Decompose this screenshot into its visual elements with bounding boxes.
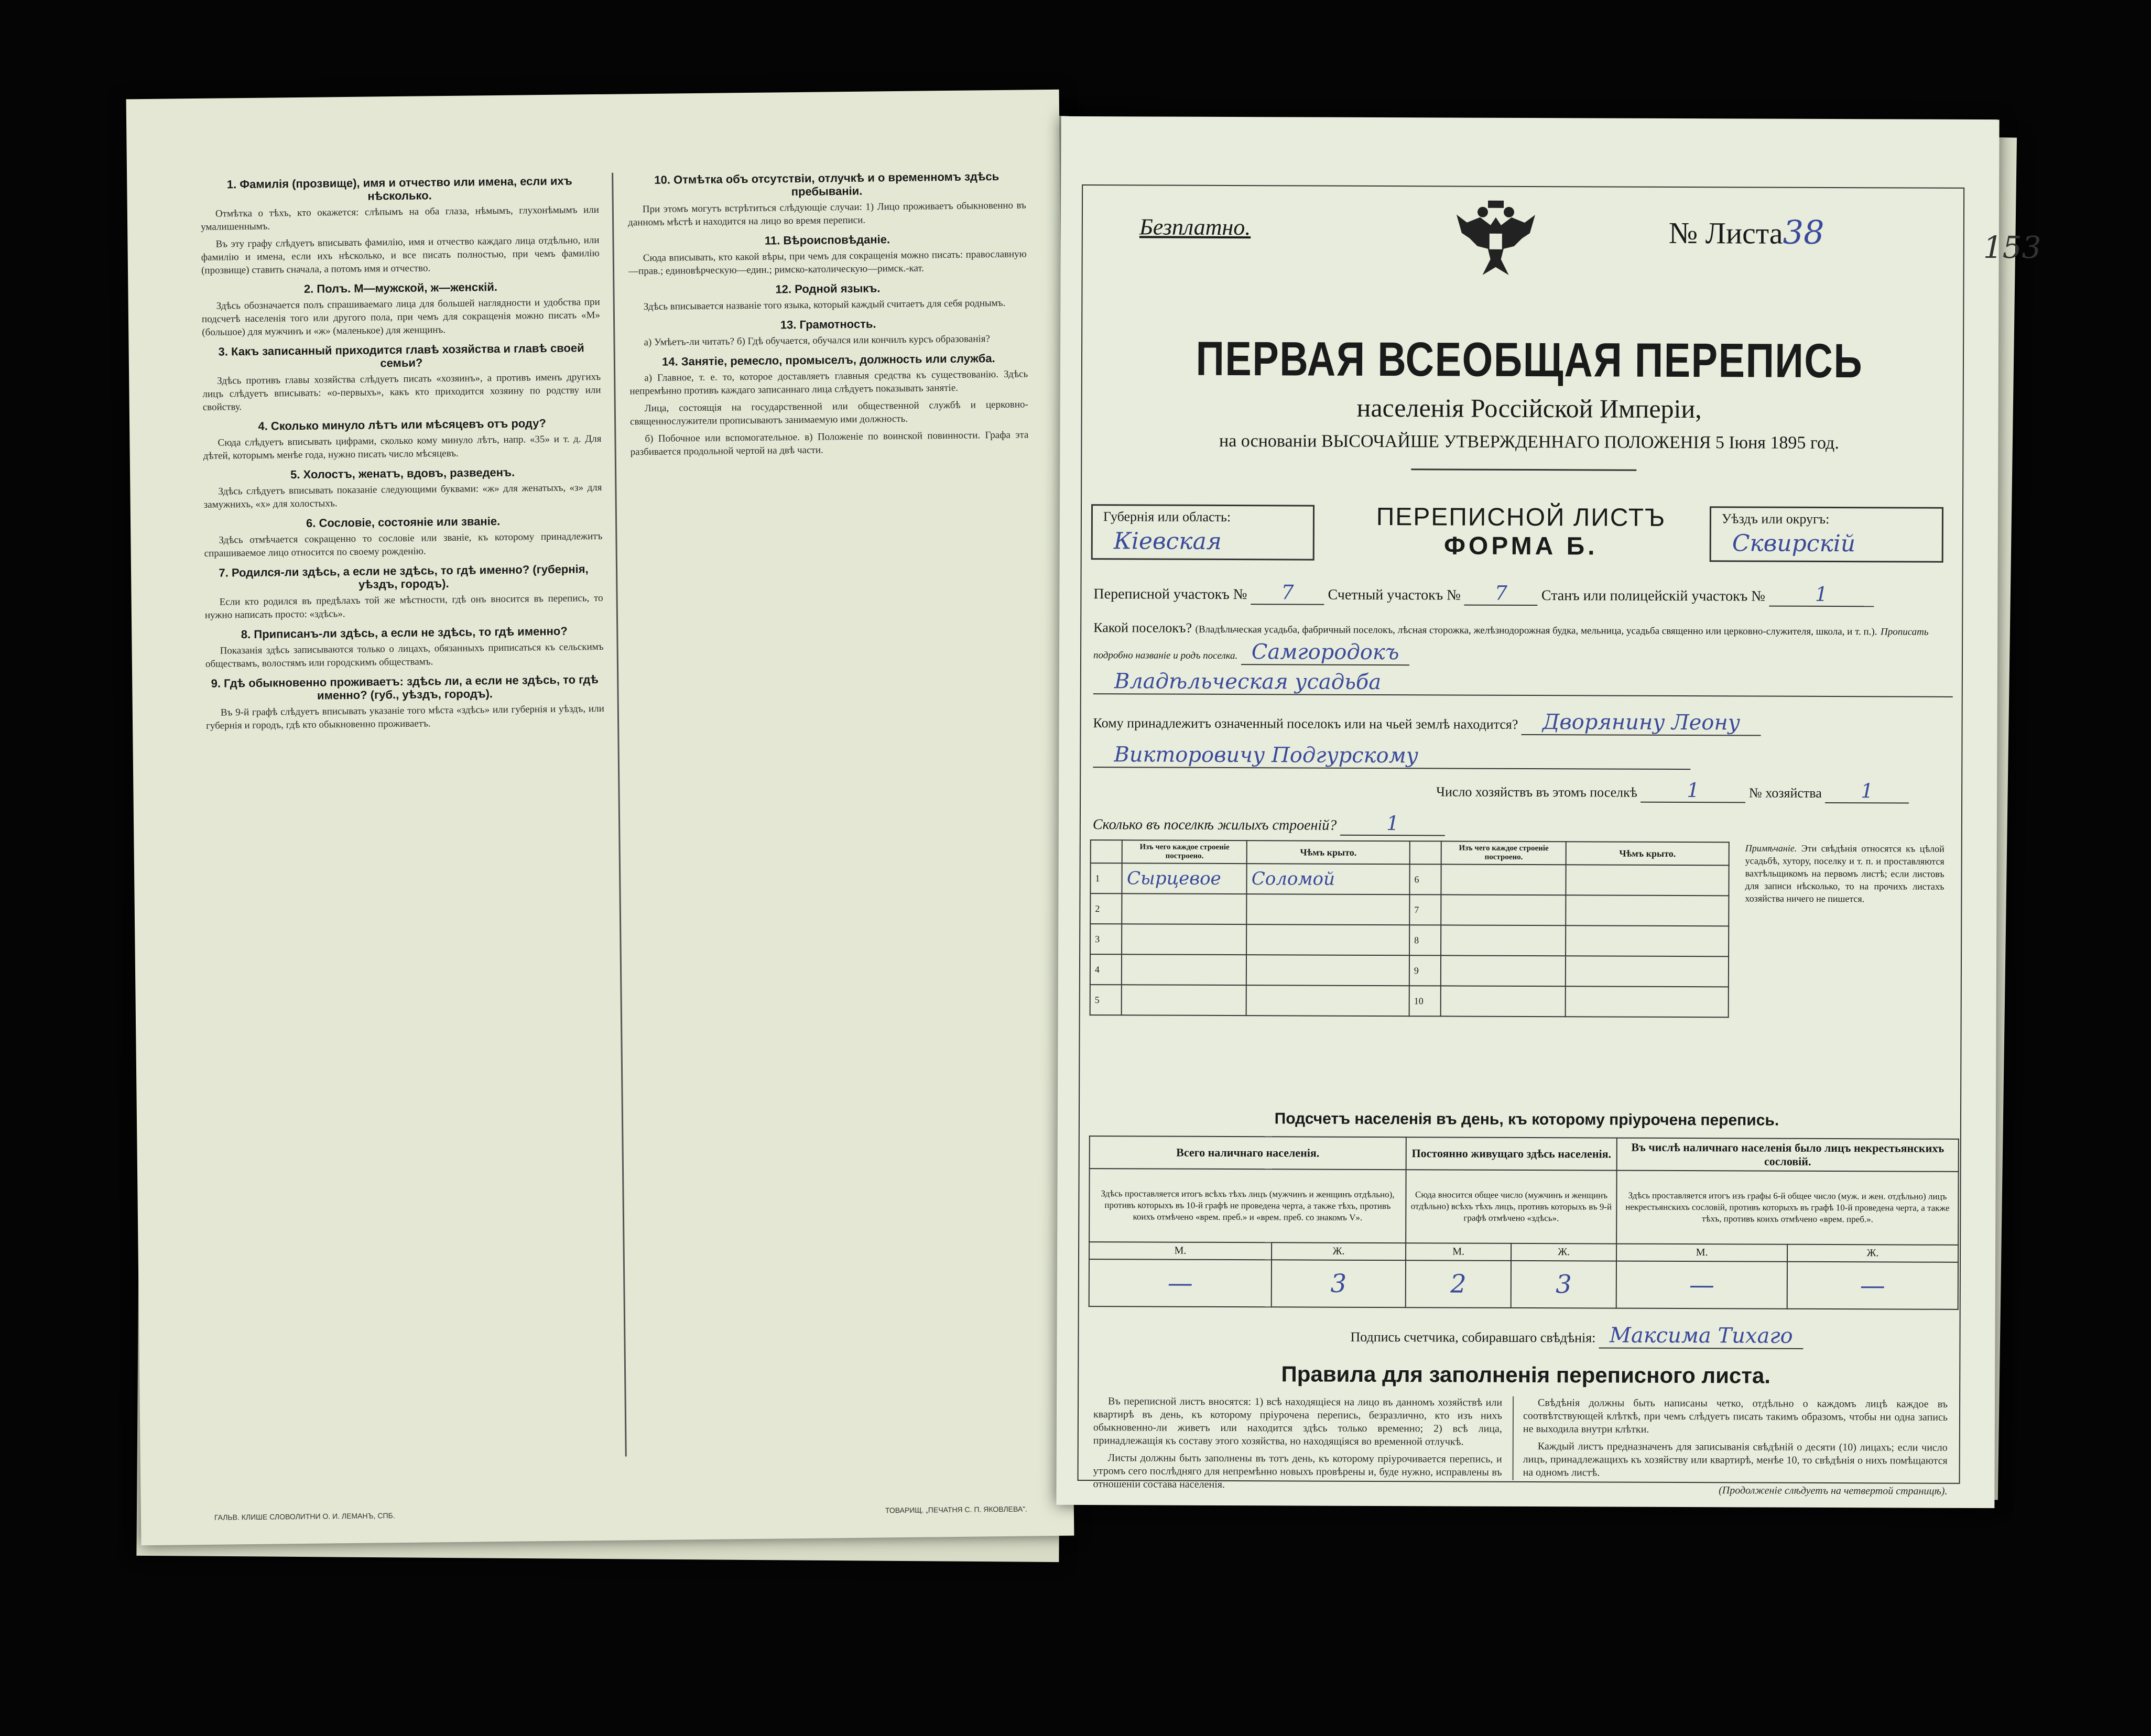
instruction-text: Сюда вписывать, кто какой вѣры, при чемъ для сокращенія можно писать: православную—прав.; единовѣрческую—един.; римско-католическую—римск.-кат. <box>628 248 1027 277</box>
census-precinct-label: Переписной участокъ № <box>1093 586 1247 603</box>
instruction-heading: 11. Вѣроисповѣданіе. <box>764 233 890 247</box>
printer-credit-right: ТОВАРИЩ. „ПЕЧАТНЯ С. П. ЯКОВЛЕВА". <box>885 1504 1028 1515</box>
sheet-number <box>1669 213 1824 252</box>
instruction-text: б) Побочное или вспомогательное. в) Положеніе по воинской повинности. Графа эта разбивается продольной чертой на двѣ части. <box>630 429 1029 458</box>
building-material <box>1441 925 1566 956</box>
building-material <box>1441 894 1566 925</box>
female-label: Ж. <box>1787 1244 1958 1262</box>
instruction-heading: 6. Сословіе, состояніе или званіе. <box>306 514 501 530</box>
free-label: Безплатно. <box>1139 214 1251 241</box>
count-column-desc: Сюда вносится общее число (мужчинъ и женщинъ отдѣльно) всѣхъ тѣхъ лицъ, противъ которыхъ въ 9-й графѣ отмѣчено «здѣсь». <box>1406 1170 1617 1243</box>
building-row <box>1090 985 1729 1017</box>
instruction-text: Если кто родился въ предѣлахъ той же мѣстности, гдѣ онъ вносится въ перепись, то нужно написать просто: «здѣсь». <box>204 592 603 621</box>
buildings-line <box>1093 811 1445 836</box>
police-precinct-label: Станъ или полицейскій участокъ № <box>1541 587 1766 605</box>
instruction-text: Лица, состоящія на государственной или общественной службѣ и церковно-священнослужители прописываютъ занимаемую ими должность. <box>629 399 1028 428</box>
male-count: 2 <box>1406 1260 1511 1308</box>
buildings-label: Сколько въ поселкѣ жилыхъ строеній? <box>1092 816 1337 834</box>
building-row <box>1090 924 1729 956</box>
rules-paragraph: Каждый листъ предназначенъ для записыванія свѣдѣній о десяти (10) лицахъ; если число лицъ, принадлежащихъ къ хозяйству или квартирѣ, менѣе 10, то свѣдѣнія о нихъ помѣщаются на одномъ листѣ. <box>1523 1440 1948 1479</box>
building-roof <box>1246 924 1409 955</box>
building-row <box>1090 893 1729 926</box>
buildings-value: 1 <box>1340 812 1445 836</box>
count-title: Подсчетъ населенія въ день, къ которому пріурочена перепись. <box>1274 1110 1779 1129</box>
instruction-heading: 1. Фамилія (прозвище), имя и отчество или имена, если ихъ нѣсколько. <box>226 174 572 203</box>
male-label: М. <box>1616 1244 1787 1262</box>
note-text: Эти свѣдѣнія относятся къ цѣлой усадьбѣ, хутору, поселку и т. п. и проставляются вахтѣльщикомъ на первомъ листѣ; если листовъ для записи нѣсколько, то на прочихъ листахъ хозяйства ничего не пишется. <box>1745 843 1944 904</box>
settlement-hint-2: Прописать подробно названіе и родъ поселка. <box>1093 626 1929 662</box>
settlement-hint: (Владѣльческая усадьба, фабричный поселокъ, лѣсная сторожка, желѣзнодорожная будка, мельница, усадьба священно или церковно-служителя, школа, и т. п.). <box>1195 624 1877 638</box>
count-column-head: Всего наличнаго населенія. <box>1090 1136 1406 1170</box>
building-number: 6 <box>1409 864 1441 894</box>
left-instructions-sheet <box>126 90 1074 1545</box>
building-number: 2 <box>1090 893 1122 924</box>
instructions-column-1 <box>200 168 604 737</box>
building-roof <box>1246 894 1409 925</box>
signature-value: Максима Тихаго <box>1599 1323 1804 1349</box>
signature-line <box>1350 1323 1803 1348</box>
settlement-line <box>1093 617 1942 670</box>
archive-page-number: 153 <box>1983 230 2041 266</box>
households-label: Число хозяйствъ въ этомъ поселкѣ <box>1436 784 1637 800</box>
building-roof <box>1566 895 1729 926</box>
instruction-heading: 8. Приписанъ-ли здѣсь, а если не здѣсь, то гдѣ именно? <box>241 624 568 641</box>
bld-material-head: Изъ чего каждое строеніе построено. <box>1122 840 1247 864</box>
instruction-heading: 5. Холостъ, женатъ, вдовъ, разведенъ. <box>290 465 515 482</box>
households-line <box>1436 778 1939 803</box>
building-material <box>1441 986 1566 1017</box>
count-value-row <box>1089 1259 1958 1309</box>
count-column-head: Постоянно живущаго здѣсь населенія. <box>1406 1137 1617 1170</box>
population-count-table <box>1089 1136 1959 1310</box>
rules-title: Правила для заполненія переписного листа. <box>1281 1361 1771 1388</box>
precinct-line <box>1093 580 1942 607</box>
instruction-text: Здѣсь вписывается названіе того языка, который каждый считаетъ для себя роднымъ. <box>643 297 1006 313</box>
rules-column-1 <box>1093 1395 1502 1497</box>
building-material <box>1122 924 1247 955</box>
instruction-heading: 9. Гдѣ обыкновенно проживаетъ: здѣсь ли, а если не здѣсь, то гдѣ именно? (губ., уѣздъ, городъ). <box>211 673 599 702</box>
form-basis: на основаніи ВЫСОЧАЙШЕ УТВЕРЖДЕННАГО ПОЛОЖЕНІЯ 5 Іюня 1895 год. <box>1219 431 1839 453</box>
building-roof <box>1566 986 1729 1017</box>
instruction-text: Здѣсь слѣдуетъ вписывать показаніе следующими буквами: «ж» для женатыхъ, «з» для замужнихъ, «х» для холостыхъ. <box>203 482 602 510</box>
owner-line <box>1093 708 1942 736</box>
building-roof <box>1566 865 1729 896</box>
building-number: 3 <box>1090 924 1122 954</box>
police-precinct-value: 1 <box>1769 583 1874 607</box>
instruction-heading: 3. Какъ записанный приходится главѣ хозяйства и главѣ своей семьи? <box>218 341 584 370</box>
sheet-number-label: № Листа <box>1668 215 1783 250</box>
instruction-text: а) Главное, т. е. то, которое доставляетъ главныя средства къ существованію. Здѣсь непремѣнно противъ каждаго записаннаго лица слѣдуетъ показывать занятіе. <box>629 368 1028 397</box>
count-column-desc: Здѣсь проставляется итогъ изъ графы 6-й общее число (муж. и жен. отдѣльно) лицъ некрестьянскихъ сословій, противъ которыхъ въ графѣ 10-й проведена черта, а также тѣхъ, противъ коихъ отмѣчено «врем. преб.». <box>1616 1171 1958 1245</box>
building-number: 5 <box>1090 985 1122 1015</box>
census-precinct-value: 7 <box>1251 581 1324 605</box>
household-number-value: 1 <box>1825 779 1909 804</box>
building-material <box>1122 985 1246 1016</box>
sheet-number-value: 38 <box>1783 213 1824 252</box>
owner-value: Дворянину Леону <box>1522 710 1761 736</box>
instructions-column-2 <box>627 163 1029 463</box>
instruction-text: Въ 9-й графѣ слѣдуетъ вписывать указаніе того мѣста «здѣсь» или губернія и уѣздъ, или губернія и городъ, гдѣ кто обыкновенно проживаетъ. <box>206 703 604 731</box>
building-material: Сырцевое <box>1122 863 1247 894</box>
building-number: 7 <box>1409 894 1441 925</box>
female-count: 3 <box>1511 1261 1616 1308</box>
instruction-heading: 12. Родной языкъ. <box>775 281 881 296</box>
instruction-text: Здѣсь отмѣчается сокращенно то сословіе или званіе, къ которому принадлежитъ спрашиваемое лицо относится по своему рожденію. <box>204 530 603 559</box>
building-number: 1 <box>1090 863 1122 893</box>
printer-credit-left: ГАЛЬВ. КЛИШЕ СЛОВОЛИТНИ О. И. ЛЕМАНЪ, СПБ. <box>214 1511 395 1522</box>
form-type <box>1343 503 1699 561</box>
male-count: — <box>1089 1259 1272 1307</box>
count-precinct-label: Счетный участокъ № <box>1328 586 1461 604</box>
male-label: М. <box>1406 1243 1511 1261</box>
building-row <box>1090 954 1729 987</box>
count-column-desc: Здѣсь проставляется итогъ всѣхъ тѣхъ лицъ (мужчинъ и женщинъ отдѣльно), противъ которыхъ въ 10-й графѣ не проведена черта, а также тѣхъ, противъ коихъ отмѣчено «врем. преб.» и «врем. преб. со знакомъ V». <box>1089 1169 1406 1243</box>
count-column-head: Въ числѣ наличнаго населенія было лицъ некрестьянскихъ сословій. <box>1617 1138 1959 1172</box>
buildings-note <box>1745 842 1944 905</box>
census-form-sheet <box>1056 116 2041 1508</box>
instruction-text: Въ эту графу слѣдуетъ вписывать фамилію, имя и отчество каждаго лица отдѣльно, или фамилію и имена, если ихъ нѣсколько, и все писать полностью, при чемъ фамилію (прозвище) ставить сначала, а потомъ имя и отчество. <box>201 234 600 276</box>
instruction-text: Сюда слѣдуетъ вписывать цифрами, сколько кому минуло лѣтъ, напр. «35» и т. д. Для дѣтей, которымъ менѣе года, нужно писать число мѣсяцевъ. <box>203 433 602 462</box>
building-material <box>1441 955 1566 986</box>
building-roof <box>1246 955 1409 986</box>
building-number: 10 <box>1409 986 1441 1016</box>
signature-label: Подпись счетчика, собиравшаго свѣдѣнія: <box>1350 1329 1596 1346</box>
count-head-row <box>1090 1136 1959 1172</box>
instruction-heading: 14. Занятіе, ремесло, промыселъ, должность или служба. <box>661 352 995 368</box>
instruction-text: Здѣсь обозначается полъ спрашиваемаго лица для большей наглядности и удобства при подсчетѣ населенія того или другого пола, при чемъ для сокращенія можно писать «М» (большое) для мужчинъ и «ж» (маленькое) для женщинъ. <box>201 296 601 338</box>
male-count: — <box>1616 1261 1787 1309</box>
instruction-text: Показанія здѣсь записываются только о лицахъ, обязанныхъ приписаться къ сельскимъ обществамъ, волостямъ или городскимъ обществамъ. <box>205 641 604 670</box>
building-roof <box>1566 956 1729 987</box>
rules-paragraph: Листы должны быть заполнены въ тотъ день, къ которому пріурочивается перепись, и утромъ сего послѣдняго для непремѣнно новыхъ провѣрены и, буде нужно, исправлены въ отношеніи состава населенія. <box>1093 1452 1502 1490</box>
female-count: 3 <box>1272 1260 1406 1307</box>
owner-label: Кому принадлежитъ означенный поселокъ или на чьей землѣ находится? <box>1093 715 1518 732</box>
column-divider <box>612 173 627 1457</box>
gubernia-value: Кіевская <box>1113 528 1222 555</box>
instruction-heading: 2. Полъ. М—мужской, ж—женскій. <box>303 280 498 296</box>
rules-continued: (Продолженіе слѣдуетъ на четвертой страницѣ). <box>1719 1484 1948 1497</box>
count-desc-row <box>1089 1169 1958 1245</box>
building-roof: Соломой <box>1247 864 1410 894</box>
instruction-heading: 7. Родился-ли здѣсь, а если не здѣсь, то гдѣ именно? (губернія, уѣздъ, городъ). <box>219 562 589 591</box>
buildings-table <box>1090 839 1730 1018</box>
household-number-label: № хозяйства <box>1748 785 1822 801</box>
building-material <box>1122 954 1246 985</box>
building-number: 8 <box>1409 925 1441 955</box>
instruction-text: а) Умѣетъ-ли читать? б) Гдѣ обучается, обучался или кончилъ курсъ образованія? <box>644 333 990 348</box>
rules-paragraph: Свѣдѣнія должны быть написаны четко, отдѣльно о каждомъ лицѣ каждое въ соотвѣтствующей клѣткѣ, при чемъ слѣдуетъ писать такимъ образомъ, чтобы ни одна запись не выходила внутри клѣтки. <box>1523 1397 1948 1435</box>
form-type-title: ПЕРЕПИСНОЙ ЛИСТЪ <box>1376 503 1666 532</box>
form-title: ПЕРВАЯ ВСЕОБЩАЯ ПЕРЕПИСЬ <box>1196 332 1863 388</box>
building-material <box>1441 864 1566 895</box>
imperial-eagle-icon <box>1451 196 1541 286</box>
gubernia-box <box>1091 504 1314 560</box>
female-label: Ж. <box>1272 1242 1406 1260</box>
households-value: 1 <box>1641 779 1745 803</box>
gubernia-label: Губернія или область: <box>1103 509 1231 525</box>
female-count: — <box>1787 1262 1958 1309</box>
instruction-text: При этомъ могутъ встрѣтиться слѣдующіе случаи: 1) Лицо проживаетъ обыкновенно въ данномъ мѣстѣ и находится на лицо во время переписи. <box>628 200 1026 228</box>
building-roof <box>1246 985 1409 1016</box>
bld-num-head <box>1091 840 1123 863</box>
instruction-heading: 13. Грамотность. <box>780 317 876 332</box>
male-label: М. <box>1089 1242 1272 1260</box>
instruction-text: Отмѣтка о тѣхъ, кто окажется: слѣпымъ на оба глаза, нѣмымъ, глухонѣмымъ или умалишеннымъ. <box>201 204 599 233</box>
bld-num-head-2 <box>1410 841 1442 864</box>
form-subtitle: населенія Россійской Имперіи, <box>1356 392 1702 424</box>
bld-material-head-2: Изъ чего каждое строеніе построено. <box>1441 841 1566 865</box>
building-roof <box>1566 925 1729 956</box>
instruction-heading: 4. Сколько минуло лѣтъ или мѣсяцевъ отъ роду? <box>258 417 546 433</box>
settlement-value: Самгородокъ <box>1241 640 1410 665</box>
settlement-label: Какой поселокъ? <box>1093 620 1192 636</box>
uezd-box <box>1710 506 1943 563</box>
building-row <box>1090 863 1729 896</box>
building-number: 4 <box>1090 954 1122 985</box>
rules-column-2 <box>1523 1396 1948 1502</box>
building-material <box>1122 893 1247 924</box>
form-type-letter: ФОРМА Б. <box>1443 532 1598 561</box>
bld-roof-head-2: Чѣмъ крыто. <box>1566 842 1729 865</box>
instruction-heading: 10. Отмѣтка объ отсутствіи, отлучкѣ и о временномъ здѣсь пребываніи. <box>654 169 1000 199</box>
owner-value-2: Викторовичу Подгурскому <box>1093 743 1690 770</box>
bld-roof-head: Чѣмъ крыто. <box>1247 840 1410 864</box>
uezd-label: Уѣздъ или округъ: <box>1721 511 1830 527</box>
uezd-value: Сквирскій <box>1732 530 1856 558</box>
rules-paragraph: Въ переписной листъ вносятся: 1) всѣ находящіеся на лицо въ данномъ хозяйствѣ или квартирѣ въ день, къ которому пріурочена перепись, безразлично, кто изъ нихъ обыкновенно-ли живетъ или находится здѣсь только временно; 2) всѣ лица, принадлежащія къ составу этого хозяйства, но находящіяся во временной отлучкѣ. <box>1093 1395 1503 1448</box>
female-label: Ж. <box>1511 1243 1616 1261</box>
building-number: 9 <box>1409 955 1441 986</box>
note-title: Примѣчаніе. <box>1745 843 1797 854</box>
instruction-text: Здѣсь противъ главы хозяйства слѣдуетъ писать «хозяинъ», а противъ именъ другихъ лицъ слѣдуетъ вписывать: «о-первыхъ», какъ кто приходится хозяину по родству или свойству. <box>202 371 601 413</box>
count-precinct-value: 7 <box>1464 582 1538 606</box>
settlement-type-value: Владѣльческая усадьба <box>1093 669 1953 697</box>
